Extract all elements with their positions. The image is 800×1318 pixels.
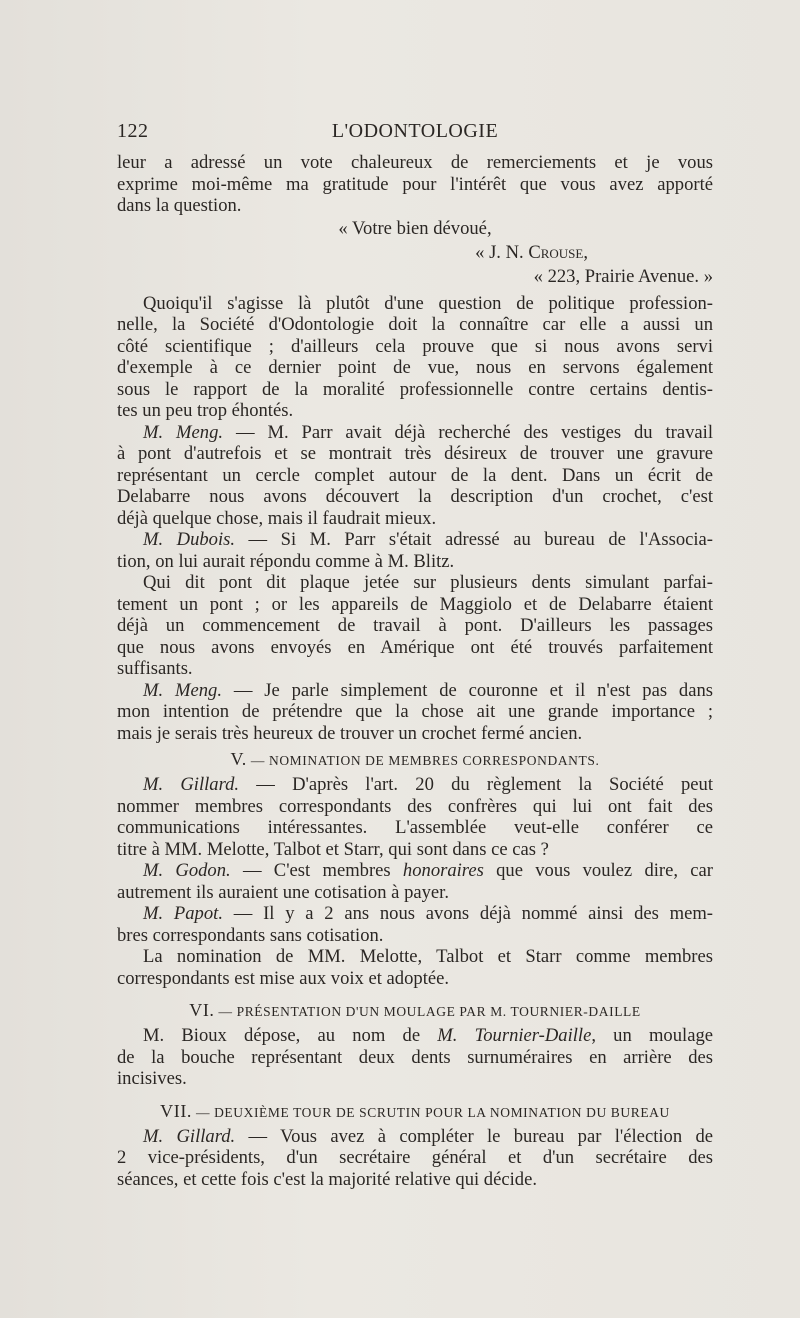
text-line: Delabarre nous avons découvert la description d'un crochet, c'est xyxy=(117,486,713,507)
running-title: L'ODONTOLOGIE xyxy=(331,120,499,142)
text-line: tion, on lui aurait répondu comme à M. Blitz. xyxy=(117,550,455,572)
text-line: tes un peu trop éhontés. xyxy=(117,400,294,421)
text-line: Quoiqu'il s'agisse là plutôt d'une question de politique profession- xyxy=(143,292,713,314)
section-heading-vii: VII. — DEUXIÈME TOUR DE SCRUTIN POUR LA NOMINATION DU BUREAU xyxy=(160,1100,670,1121)
page-header xyxy=(117,120,713,142)
signature-address: « 223, Prairie Avenue. » xyxy=(533,265,713,287)
text-line: M. Papot. — Il y a 2 ans nous avons déjà nommé ainsi des mem- xyxy=(143,903,713,924)
text-line: Qui dit pont dit plaque jetée sur plusieurs dents simulant parfai- xyxy=(143,572,713,593)
text-line: autrement ils auraient une cotisation à payer. xyxy=(117,881,449,903)
text-line: nommer membres correspondants des confrères qui lui ont fait des xyxy=(117,795,713,817)
text-line: de la bouche représentant deux dents surnuméraires en arrière des xyxy=(117,1046,713,1068)
speech-meng-2 xyxy=(117,680,713,745)
text-line: leur a adressé un vote chaleureux de remerciements et je vous xyxy=(117,152,713,173)
text-line: nelle, la Société d'Odontologie doit la connaître car elle a aussi un xyxy=(117,314,713,335)
text-line: M. Meng. — M. Parr avait déjà recherché des vestiges du travail xyxy=(143,421,713,443)
text-line: incisives. xyxy=(117,1068,187,1089)
speaker-name: M. Meng. xyxy=(143,421,224,443)
speech-papot xyxy=(117,903,713,946)
letter-paragraph xyxy=(117,152,713,217)
text-line: M. Bioux dépose, au nom de M. Tournier-Daille, un moulage xyxy=(143,1025,713,1046)
text-line: M. Godon. — C'est membres honoraires que vous voulez dire, car xyxy=(143,860,713,881)
speaker-name: M. Papot. xyxy=(143,903,223,924)
page-body xyxy=(117,152,713,1190)
paragraph xyxy=(117,946,713,989)
paragraph xyxy=(117,572,713,680)
text-line: sous le rapport de la moralité professionnelle contre certains dentis- xyxy=(117,378,713,400)
text-line: 2 vice-présidents, d'un secrétaire général et d'un secrétaire des xyxy=(117,1147,713,1168)
signature-closing: « Votre bien dévoué, xyxy=(338,217,492,239)
text-line: mon intention de prétendre que la chose ait une grande importance ; xyxy=(117,701,713,722)
speech-godon xyxy=(117,860,713,903)
paragraph xyxy=(117,1025,713,1090)
speaker-name: M. Godon. xyxy=(143,860,231,881)
text-line: suffisants. xyxy=(117,658,193,679)
speaker-name: M. Gillard. xyxy=(143,774,240,795)
text-line: tement un pont ; or les appareils de Maggiolo et de Delabarre étaient xyxy=(117,593,713,615)
speaker-name: M. Meng. xyxy=(143,679,222,701)
text-line: titre à MM. Melotte, Talbot et Starr, qui sont dans ce cas ? xyxy=(117,838,549,860)
text-line: déjà quelque chose, mais il faudrait mieux. xyxy=(117,507,437,529)
speaker-name: M. Dubois. xyxy=(143,529,236,550)
speech-gillard-1 xyxy=(117,774,713,860)
speaker-name: M. Gillard. xyxy=(143,1125,236,1147)
text-line: représentant un cercle complet autour de la dent. Dans un écrit de xyxy=(117,464,713,486)
text-line: que nous avons envoyés en Amérique ont été trouvés parfaitement xyxy=(117,636,713,658)
section-heading-v: V. — NOMINATION DE MEMBRES CORRESPONDANTS. xyxy=(230,749,600,769)
text-line: mais je serais très heureux de trouver un crochet fermé ancien. xyxy=(117,722,583,744)
text-line: dans la question. xyxy=(117,195,242,216)
section-heading-vi: VI. — PRÉSENTATION D'UN MOULAGE PAR M. TOURNIER-DAILLE xyxy=(189,1000,641,1020)
signature-name: « J. N. Crouse, xyxy=(475,241,588,263)
text-line: d'exemple à ce dernier point de vue, nous en servons également xyxy=(117,357,713,378)
speech-dubois xyxy=(117,529,713,572)
text-line: M. Meng. — Je parle simplement de couronne et il n'est pas dans xyxy=(143,679,713,701)
paragraph xyxy=(117,293,713,422)
text-line: déjà un commencement de travail à pont. D'ailleurs les passages xyxy=(117,615,713,636)
text-line: M. Gillard. — D'après l'art. 20 du règlement la Société peut xyxy=(143,774,713,795)
letter-signature xyxy=(117,217,713,289)
text-line: côté scientifique ; d'ailleurs cela prouve que si nous avons servi xyxy=(117,335,713,357)
text-line: M. Gillard. — Vous avez à compléter le bureau par l'élection de xyxy=(143,1125,714,1147)
text-line: séances, et cette fois c'est la majorité relative qui décide. xyxy=(117,1168,537,1190)
text-line: M. Dubois. — Si M. Parr s'était adressé au bureau de l'Associa- xyxy=(143,529,713,550)
speech-gillard-2 xyxy=(117,1126,713,1191)
text-line: La nomination de MM. Melotte, Talbot et Starr comme membres xyxy=(143,946,713,967)
text-line: exprime moi-même ma gratitude pour l'intérêt que vous avez apporté xyxy=(117,173,713,195)
text-line: correspondants est mise aux voix et adoptée. xyxy=(117,967,450,989)
text-line: à pont d'autrefois et se montrait très désireux de trouver une gravure xyxy=(117,443,713,464)
speech-meng-1 xyxy=(117,422,713,530)
text-line: communications intéressantes. L'assemblée veut-elle conférer ce xyxy=(117,817,713,838)
text-line: bres correspondants sans cotisation. xyxy=(117,924,384,946)
page-number: 122 xyxy=(117,120,149,142)
